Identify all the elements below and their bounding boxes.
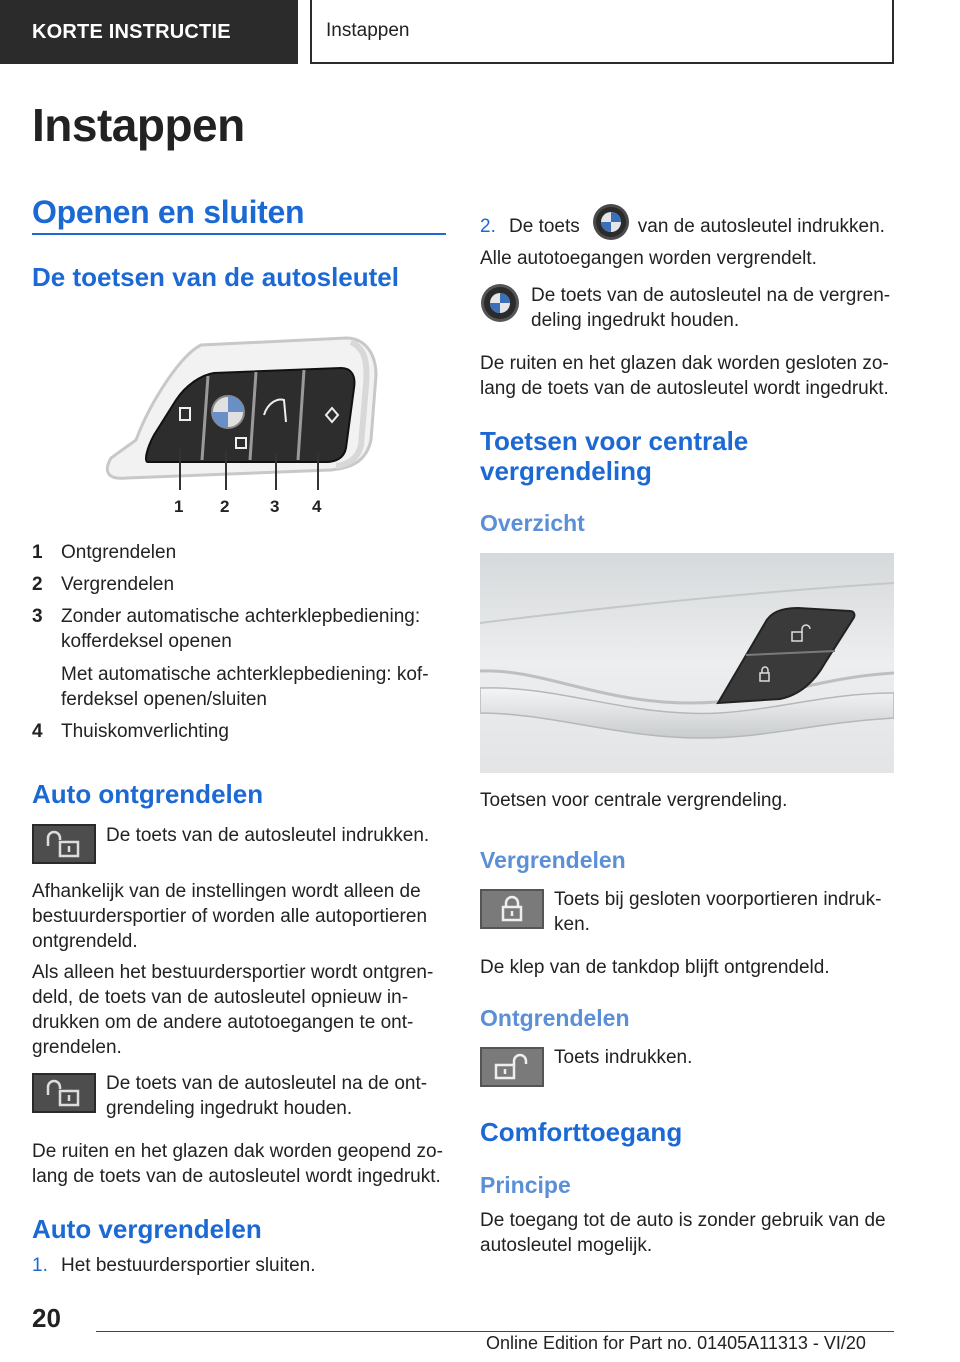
list-item-number: 3 (32, 606, 43, 627)
text-line: Als alleen het bestuurdersportier wordt ontgren- (32, 962, 434, 983)
lock-paragraph (480, 351, 900, 401)
unlock-paragraph-3 (32, 1139, 452, 1189)
text-line: grendelen. (32, 1037, 122, 1058)
unlock-subtitle: Ontgrendelen (480, 1005, 630, 1031)
title-line: vergrendeling (480, 456, 652, 486)
list-item-number: 2 (32, 574, 43, 595)
unlock-paragraph-2 (32, 960, 452, 1060)
lock-sub-paragraph: De klep van de tankdop blijft ontgrendeld. (480, 957, 830, 978)
list-item-text: Ontgrendelen (61, 542, 177, 563)
unlock-hold-text (106, 1071, 446, 1121)
lock-step-1 (32, 1253, 316, 1278)
bmw-logo-icon (480, 283, 520, 323)
page-number: 20 (32, 1303, 61, 1333)
lock-step-2 (480, 214, 885, 239)
bmw-logo-icon (580, 217, 638, 237)
list-item (32, 604, 452, 712)
unlock-padlock-icon (32, 1073, 96, 1113)
text-line: De ruiten en het glazen dak worden geopend zo- (32, 1141, 443, 1162)
text-line: De ruiten en het glazen dak worden gesloten zo- (480, 353, 889, 374)
text-line: autosleutel mogelijk. (480, 1235, 653, 1256)
unlock-padlock-icon (480, 1047, 544, 1087)
list-item (32, 719, 452, 744)
unlock-title: Auto ontgrendelen (32, 779, 264, 809)
unlock-padlock-icon (32, 824, 96, 864)
text-line: drukken om de andere autotoegangen te ont- (32, 1012, 414, 1033)
list-item-text: ferdeksel openen/sluiten (61, 689, 267, 710)
door-caption: Toetsen voor centrale vergrendeling. (480, 790, 788, 811)
comfort-title: Comforttoegang (480, 1117, 683, 1147)
list-item-text: Zonder automatische achterklepbediening: (61, 606, 421, 627)
step-number: 1. (32, 1255, 48, 1276)
step-text-after: van de autosleutel indrukken. (637, 216, 885, 237)
page-title: Instappen (32, 99, 245, 151)
list-item-text: Met automatische achterklepbediening: kof- (61, 664, 429, 685)
unlock-paragraph-1 (32, 879, 452, 954)
text-line: deling ingedrukt houden. (531, 310, 740, 331)
key-callout-4: 4 (312, 497, 322, 516)
principle-text (480, 1208, 900, 1258)
lock-padlock-icon (480, 889, 544, 929)
list-item (32, 572, 452, 597)
header-section-label: KORTE INSTRUCTIE (32, 20, 231, 43)
list-item-text: kofferdeksel openen (61, 631, 232, 652)
text-line: ken. (554, 914, 590, 935)
text-line: De toegang tot de auto is zonder gebruik van de (480, 1210, 886, 1231)
text-line: Toets bij gesloten voorportieren indruk- (554, 889, 882, 910)
list-item-text: Thuiskomverlichting (61, 721, 229, 742)
key-callout-1: 1 (174, 497, 184, 516)
door-panel-illustration (480, 553, 894, 773)
key-callout-2: 2 (220, 497, 230, 516)
header-chapter-label: Instappen (326, 20, 410, 41)
text-line: Afhankelijk van de instellingen wordt alleen de (32, 881, 421, 902)
key-callout-3: 3 (270, 497, 280, 516)
header-section-tab (0, 0, 298, 64)
text-line: deld, de toets van de autosleutel opnieuw in- (32, 987, 409, 1008)
keys-list (32, 540, 452, 744)
step-number: 2. (480, 216, 496, 237)
header-chapter-tab (310, 0, 894, 64)
central-lock-title (480, 426, 748, 486)
lock-sub-text (554, 887, 904, 937)
text-line: grendeling ingedrukt houden. (106, 1098, 353, 1119)
lock-hold-text (531, 283, 901, 333)
lock-subtitle: Vergrendelen (480, 847, 626, 873)
lock-title: Auto vergrendelen (32, 1214, 262, 1244)
step2-result: Alle autotoegangen worden vergrendelt. (480, 248, 817, 269)
list-item-number: 4 (32, 721, 43, 742)
unlock-sub-text: Toets indrukken. (554, 1047, 693, 1068)
step-text-before: De toets (509, 216, 580, 237)
section-title: Openen en sluiten (32, 194, 305, 230)
title-line: Toetsen voor centrale (480, 426, 749, 456)
section-rule (32, 233, 446, 235)
list-item-number: 1 (32, 542, 43, 563)
text-line: De toets van de autosleutel na de ont- (106, 1073, 428, 1094)
key-fob-illustration (96, 330, 396, 520)
unlock-icon-text: De toets van de autosleutel indrukken. (106, 825, 430, 846)
footer-edition: Online Edition for Part no. 01405A11313 - VI/20 (486, 1333, 866, 1353)
text-line: lang de toets van de autosleutel wordt ingedrukt. (32, 1166, 441, 1187)
text-line: ontgrendeld. (32, 931, 138, 952)
overview-title: Overzicht (480, 510, 585, 536)
text-line: lang de toets van de autosleutel wordt ingedrukt. (480, 378, 889, 399)
text-line: De toets van de autosleutel na de vergren- (531, 285, 891, 306)
list-item-text: Vergrendelen (61, 574, 175, 595)
principle-title: Principe (480, 1172, 571, 1198)
footer-rule (96, 1331, 894, 1332)
keys-title: De toetsen van de autosleutel (32, 262, 399, 292)
text-line: bestuurdersportier of worden alle autoportieren (32, 906, 428, 927)
step-text: Het bestuurdersportier sluiten. (61, 1255, 316, 1276)
list-item (32, 540, 452, 565)
